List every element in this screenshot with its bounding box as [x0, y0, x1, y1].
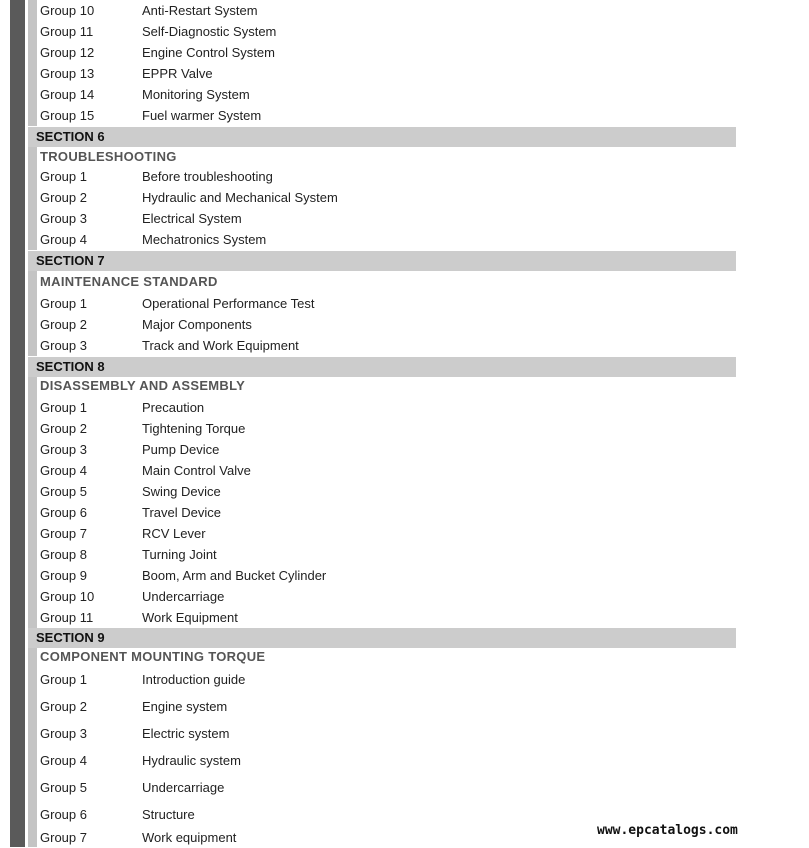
- group-label: Group 10: [40, 3, 95, 18]
- group-title: Hydraulic and Mechanical System: [142, 190, 338, 205]
- toc-row[interactable]: [40, 105, 730, 126]
- toc-row[interactable]: [40, 607, 730, 628]
- group-title: Self-Diagnostic System: [142, 24, 277, 39]
- group-label: Group 6: [40, 505, 87, 520]
- toc-row[interactable]: [40, 481, 730, 502]
- group-title: Mechatronics System: [142, 232, 267, 247]
- group-label: Group 1: [40, 296, 87, 311]
- group-label: Group 1: [40, 169, 87, 184]
- toc-row[interactable]: [40, 544, 730, 565]
- group-label: Group 7: [40, 830, 87, 845]
- group-label: Group 10: [40, 589, 95, 604]
- group-title: Undercarriage: [142, 780, 225, 795]
- group-title: Swing Device: [142, 484, 221, 499]
- group-label: Group 5: [40, 780, 87, 795]
- section-indent-bar: [28, 271, 37, 356]
- group-label: Group 15: [40, 108, 95, 123]
- toc-row[interactable]: [40, 335, 730, 356]
- group-title: Travel Device: [142, 505, 221, 520]
- toc-row[interactable]: [40, 723, 730, 744]
- group-title: Hydraulic system: [142, 753, 241, 768]
- toc-row[interactable]: [40, 187, 730, 208]
- group-title: Introduction guide: [142, 672, 246, 687]
- group-title: Engine Control System: [142, 45, 275, 60]
- group-title: Engine system: [142, 699, 228, 714]
- toc-row[interactable]: [40, 166, 730, 187]
- toc-row[interactable]: [40, 293, 730, 314]
- toc-row[interactable]: [40, 314, 730, 335]
- toc-row[interactable]: [40, 523, 730, 544]
- group-title: Operational Performance Test: [142, 296, 315, 311]
- section-indent-bar: [28, 147, 37, 250]
- group-label: Group 4: [40, 232, 87, 247]
- toc-row[interactable]: [40, 21, 730, 42]
- group-title: Undercarriage: [142, 589, 225, 604]
- group-label: Group 2: [40, 699, 87, 714]
- group-label: Group 11: [40, 24, 94, 39]
- group-label: Group 3: [40, 442, 87, 457]
- toc-row[interactable]: [40, 669, 730, 690]
- toc-row[interactable]: [40, 696, 730, 717]
- section-indent-bar: [28, 0, 37, 126]
- group-label: Group 4: [40, 463, 87, 478]
- group-title: Monitoring System: [142, 87, 250, 102]
- section-title: MAINTENANCE STANDARD: [40, 274, 218, 289]
- group-title: Anti-Restart System: [142, 3, 258, 18]
- group-label: Group 3: [40, 726, 87, 741]
- group-label: Group 3: [40, 211, 87, 226]
- section-title: COMPONENT MOUNTING TORQUE: [40, 649, 266, 664]
- group-label: Group 2: [40, 421, 87, 436]
- group-label: Group 14: [40, 87, 95, 102]
- toc-row[interactable]: [40, 63, 730, 84]
- group-title: Electrical System: [142, 211, 242, 226]
- section-header: SECTION 7: [28, 251, 736, 271]
- toc-row[interactable]: [40, 229, 730, 250]
- group-label: Group 3: [40, 338, 87, 353]
- group-label: Group 1: [40, 672, 87, 687]
- toc-row[interactable]: [40, 42, 730, 63]
- toc-row[interactable]: [40, 418, 730, 439]
- toc-row[interactable]: [40, 84, 730, 105]
- toc-row[interactable]: [40, 777, 730, 798]
- group-title: Work Equipment: [142, 610, 238, 625]
- toc-row[interactable]: [40, 565, 730, 586]
- group-title: Work equipment: [142, 830, 237, 845]
- group-title: Pump Device: [142, 442, 220, 457]
- group-label: Group 8: [40, 547, 87, 562]
- toc-row[interactable]: [40, 750, 730, 771]
- group-label: Group 12: [40, 45, 95, 60]
- group-title: Boom, Arm and Bucket Cylinder: [142, 568, 327, 583]
- section-title: DISASSEMBLY AND ASSEMBLY: [40, 378, 246, 393]
- toc-row[interactable]: [40, 208, 730, 229]
- group-label: Group 13: [40, 66, 95, 81]
- section-header: SECTION 6: [28, 127, 736, 147]
- group-title: Before troubleshooting: [142, 169, 273, 184]
- group-title: Turning Joint: [142, 547, 217, 562]
- section-title: TROUBLESHOOTING: [40, 149, 177, 164]
- group-title: RCV Lever: [142, 526, 206, 541]
- toc-row[interactable]: [40, 0, 730, 21]
- group-label: Group 9: [40, 568, 87, 583]
- group-label: Group 2: [40, 317, 87, 332]
- group-title: Major Components: [142, 317, 252, 332]
- toc-row[interactable]: [40, 439, 730, 460]
- group-label: Group 11: [40, 610, 94, 625]
- group-title: EPPR Valve: [142, 66, 213, 81]
- group-label: Group 5: [40, 484, 87, 499]
- section-header: SECTION 9: [28, 628, 736, 648]
- group-label: Group 1: [40, 400, 87, 415]
- group-title: Fuel warmer System: [142, 108, 262, 123]
- group-label: Group 4: [40, 753, 87, 768]
- section-indent-bar: [28, 377, 37, 628]
- toc-row[interactable]: [40, 397, 730, 418]
- group-title: Tightening Torque: [142, 421, 246, 436]
- group-title: Track and Work Equipment: [142, 338, 299, 353]
- section-header: SECTION 8: [28, 357, 736, 377]
- watermark-url: www.epcatalogs.com: [597, 823, 738, 838]
- group-label: Group 7: [40, 526, 87, 541]
- group-title: Electric system: [142, 726, 230, 741]
- toc-row[interactable]: [40, 586, 730, 607]
- group-title: Precaution: [142, 400, 205, 415]
- toc-row[interactable]: [40, 460, 730, 481]
- group-title: Structure: [142, 807, 195, 822]
- group-label: Group 2: [40, 190, 87, 205]
- left-margin-bar: [10, 0, 25, 847]
- group-title: Main Control Valve: [142, 463, 251, 478]
- toc-row[interactable]: [40, 502, 730, 523]
- section-indent-bar: [28, 648, 37, 847]
- group-label: Group 6: [40, 807, 87, 822]
